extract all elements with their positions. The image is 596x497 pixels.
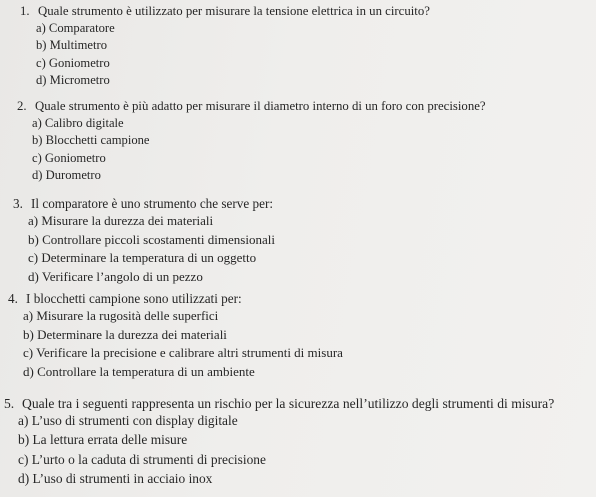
question-1 [20,3,430,90]
question-5 [4,396,554,490]
question-3-option-a: a) Misurare la durezza dei materiali [28,213,214,228]
question-2-option-c: c) Goniometro [32,150,106,165]
question-4-text: I blocchetti campione sono utilizzati per: [26,291,242,306]
question-4-number: 4. [8,291,18,306]
question-1-option-c: c) Goniometro [36,55,110,70]
question-1-option-d: d) Micrometro [36,73,110,88]
question-4-option-b: b) Determinare la durezza dei materiali [23,326,227,342]
question-5-option-d: d) L’uso di strumenti in acciaio inox [18,470,213,486]
question-5-option-a: a) L’uso di strumenti con display digitale [18,413,238,428]
question-4 [8,291,343,382]
question-5-option-b: b) La lettura errata delle misure [18,432,188,448]
question-4-option-c: c) Verificare la precisione e calibrare altri strumenti di misura [23,345,343,360]
question-1-number: 1. [20,4,30,18]
question-2 [17,98,486,185]
question-4-heading [8,291,343,308]
question-3 [13,196,275,287]
question-2-text: Quale strumento è più adatto per misurare il diametro interno di un foro con precisione? [35,99,486,113]
question-5-text: Quale tra i seguenti rappresenta un rischio per la sicurezza nell’utilizzo degli strumenti di misura? [22,396,555,411]
question-3-option-d: d) Verificare l’angolo di un pezzo [28,268,203,284]
question-5-options [4,413,554,490]
question-3-heading [13,196,275,213]
question-1-heading [20,3,430,20]
question-3-option-c: c) Determinare la temperatura di un oggetto [28,250,257,265]
question-3-number: 3. [13,196,23,211]
question-1-option-b: b) Multimetro [36,38,108,53]
question-2-heading [17,98,486,115]
question-3-option-b: b) Controllare piccoli scostamenti dimensionali [28,231,275,247]
question-2-option-a: a) Calibro digitale [32,116,124,130]
question-3-options [13,213,275,287]
question-5-heading [4,396,554,413]
question-4-option-d: d) Controllare la temperatura di un ambiente [23,363,255,379]
question-1-text: Quale strumento è utilizzato per misurare la tensione elettrica in un circuito? [38,4,430,18]
question-2-option-b: b) Blocchetti campione [32,133,150,148]
question-4-options [8,308,343,382]
question-2-option-d: d) Durometro [32,168,101,183]
question-1-options [20,20,430,90]
question-5-option-c: c) L’urto o la caduta di strumenti di precisione [18,451,266,467]
question-2-number: 2. [17,99,27,113]
question-3-text: Il comparatore è uno strumento che serve per: [31,196,274,211]
question-2-options [17,115,486,185]
question-5-number: 5. [4,396,15,411]
question-4-option-a: a) Misurare la rugosità delle superfici [23,308,219,323]
question-1-option-a: a) Comparatore [36,21,115,35]
